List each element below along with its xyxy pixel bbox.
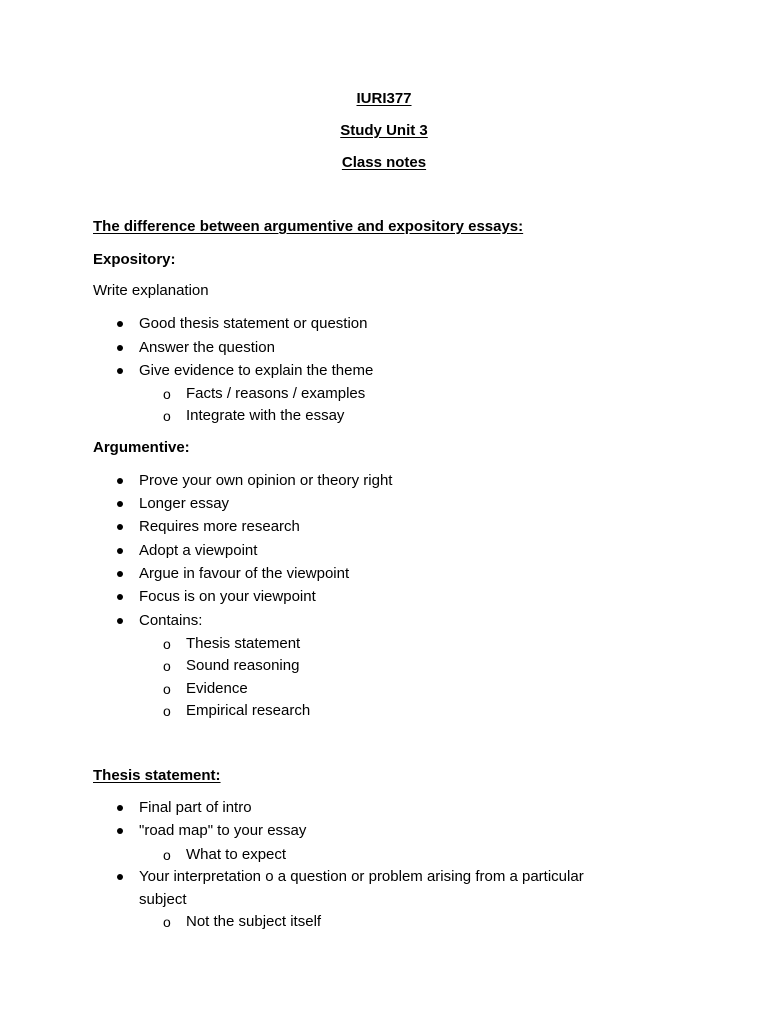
bullet-icon	[117, 478, 123, 484]
sub-list-item: Facts / reasons / examples	[186, 385, 366, 402]
sub-bullet-icon: o	[163, 681, 171, 697]
list-item: Argue in favour of the viewpoint	[139, 565, 350, 582]
bullet-icon	[117, 524, 123, 530]
argumentive-label: Argumentive:	[93, 439, 190, 456]
sub-list-item: What to expect	[186, 846, 287, 863]
sub-list-item: Thesis statement	[186, 635, 301, 652]
sub-bullet-icon: o	[163, 658, 171, 674]
list-item: "road map" to your essay	[139, 822, 307, 839]
sub-bullet-icon: o	[163, 914, 171, 930]
bullet-icon	[117, 805, 123, 811]
bullet-icon	[117, 501, 123, 507]
sub-bullet-icon: o	[163, 847, 171, 863]
bullet-icon	[117, 368, 123, 374]
difference-heading: The difference between argumentive and expository essays:	[93, 218, 524, 235]
list-item: Contains:	[139, 612, 203, 629]
sub-list-item: Evidence	[186, 680, 248, 697]
bullet-icon	[117, 571, 123, 577]
course-code: IURI377	[356, 90, 412, 107]
sub-list-item: Not the subject itself	[186, 913, 322, 930]
list-item-continuation: subject	[139, 891, 187, 908]
sub-bullet-icon: o	[163, 386, 171, 402]
bullet-icon	[117, 548, 123, 554]
bullet-icon	[117, 874, 123, 880]
list-item: Good thesis statement or question	[139, 315, 368, 332]
bullet-icon	[117, 345, 123, 351]
expository-label: Expository:	[93, 251, 176, 268]
list-item: Your interpretation o a question or problem arising from a particular	[139, 868, 584, 885]
sub-bullet-icon: o	[163, 636, 171, 652]
list-item: Focus is on your viewpoint	[139, 588, 316, 605]
list-item: Requires more research	[139, 518, 300, 535]
class-notes-title: Class notes	[341, 154, 427, 171]
expository-intro: Write explanation	[93, 282, 209, 299]
list-item: Give evidence to explain the theme	[139, 362, 374, 379]
list-item: Final part of intro	[139, 799, 252, 816]
bullet-icon	[117, 828, 123, 834]
list-item: Prove your own opinion or theory right	[139, 472, 393, 489]
list-item: Longer essay	[139, 495, 230, 512]
study-unit-title: Study Unit 3	[340, 122, 428, 139]
list-item: Adopt a viewpoint	[139, 542, 258, 559]
bullet-icon	[117, 321, 123, 327]
sub-bullet-icon: o	[163, 408, 171, 424]
thesis-heading: Thesis statement:	[93, 767, 221, 784]
sub-list-item: Empirical research	[186, 702, 311, 719]
sub-bullet-icon: o	[163, 703, 171, 719]
sub-list-item: Integrate with the essay	[186, 407, 345, 424]
sub-list-item: Sound reasoning	[186, 657, 300, 674]
list-item: Answer the question	[139, 339, 275, 356]
bullet-icon	[117, 618, 123, 624]
bullet-icon	[117, 594, 123, 600]
